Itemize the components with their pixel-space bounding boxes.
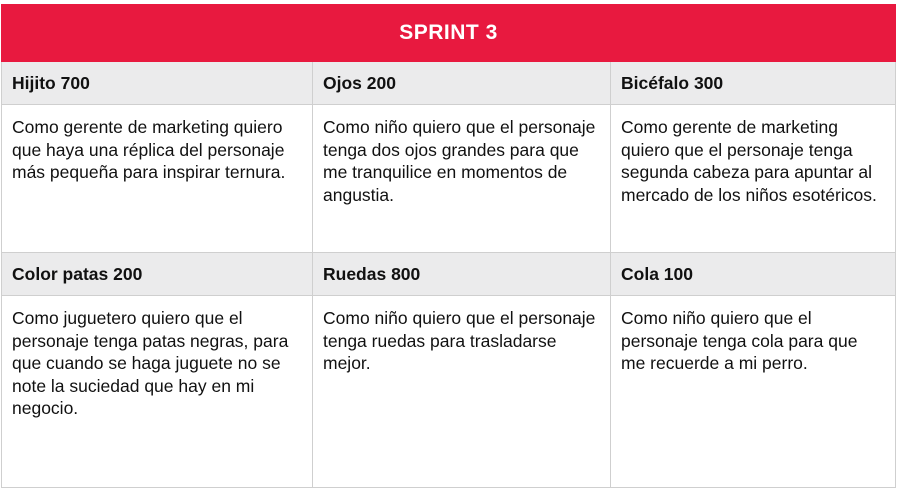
story-name-cola: Cola 100 xyxy=(611,253,896,296)
sprint-title-row xyxy=(2,5,896,62)
story-name-hijito: Hijito 700 xyxy=(2,62,313,105)
story-description-ojos: Como niño quiero que el personaje tenga dos ojos grandes para que me tranquilice en momentos de angustia. xyxy=(313,105,611,253)
story-description-cola: Como niño quiero que el personaje tenga cola para que me recuerde a mi perro. xyxy=(611,296,896,488)
story-name-ruedas: Ruedas 800 xyxy=(313,253,611,296)
story-description-color-patas: Como juguetero quiero que el personaje tenga patas negras, para que cuando se haga juguete no se note la suciedad que hay en mi negocio. xyxy=(2,296,313,488)
story-description-bicefalo: Como gerente de marketing quiero que el personaje tenga segunda cabeza para apuntar al mercado de los niños esotéricos. xyxy=(611,105,896,253)
story-head-row xyxy=(2,253,896,296)
story-description-hijito: Como gerente de marketing quiero que haya una réplica del personaje más pequeña para inspirar ternura. xyxy=(2,105,313,253)
story-body-row xyxy=(2,296,896,488)
story-name-color-patas: Color patas 200 xyxy=(2,253,313,296)
story-description-ruedas: Como niño quiero que el personaje tenga ruedas para trasladarse mejor. xyxy=(313,296,611,488)
story-head-row xyxy=(2,62,896,105)
story-name-ojos: Ojos 200 xyxy=(313,62,611,105)
sprint-table xyxy=(1,4,896,488)
sprint-title: SPRINT 3 xyxy=(2,5,896,62)
story-name-bicefalo: Bicéfalo 300 xyxy=(611,62,896,105)
story-body-row xyxy=(2,105,896,253)
